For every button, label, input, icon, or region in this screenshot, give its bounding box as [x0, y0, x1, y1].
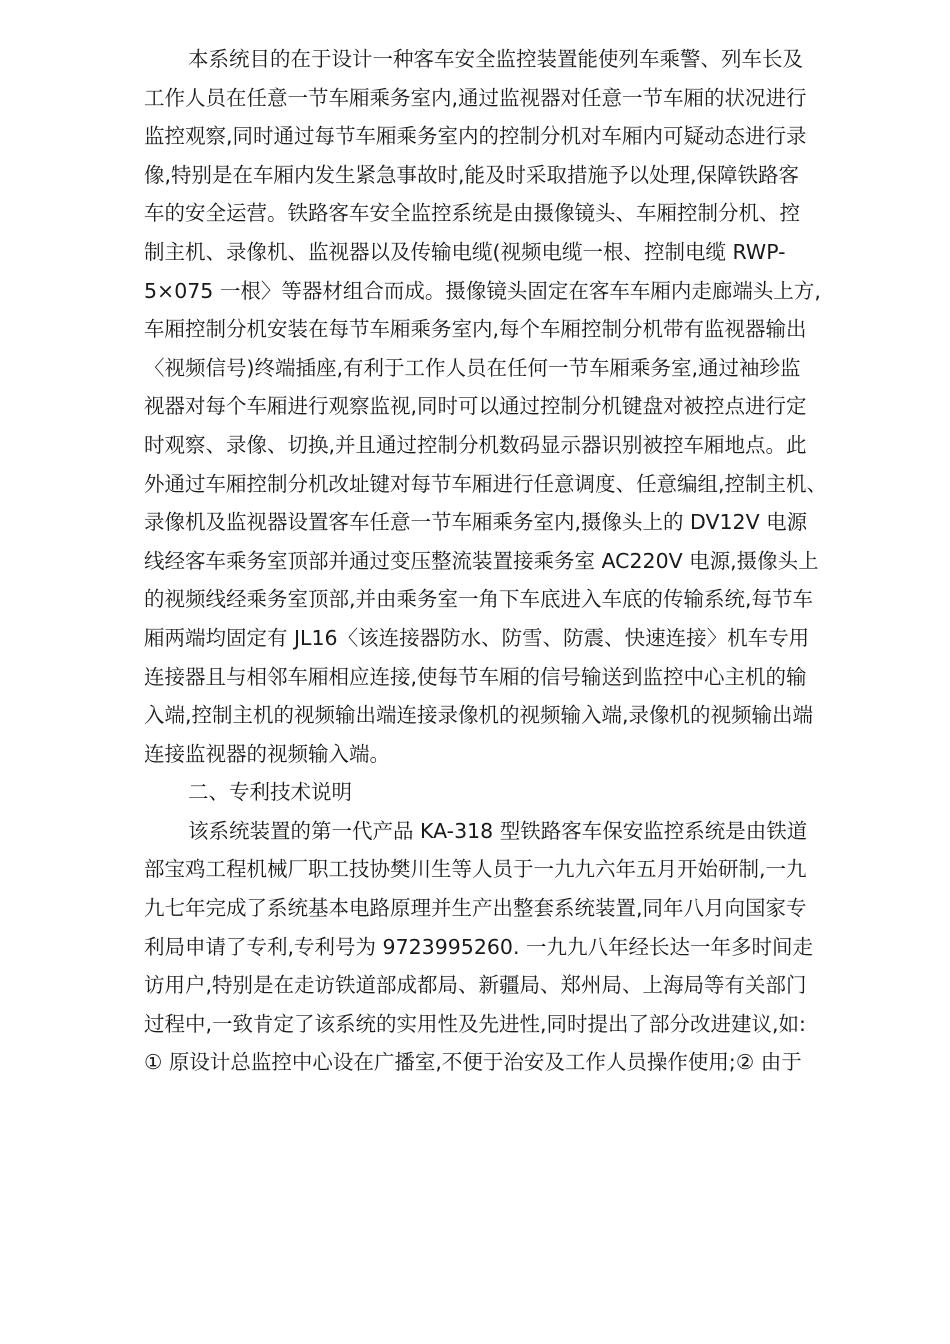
text-line: 车厢控制分机安装在每节车厢乘务室内,每个车厢控制分机带有监视器输出	[144, 317, 807, 342]
text-line: 部宝鸡工程机械厂职工技协樊川生等人员于一九九六年五月开始研制,一九	[144, 857, 807, 882]
text-line: 九七年完成了系统基本电路原理并生产出整套系统装置,同年八月向国家专	[144, 896, 807, 921]
text-line: 视器对每个车厢进行观察监视,同时可以通过控制分机键盘对被控点进行定	[144, 394, 807, 419]
text-line: 像,特别是在车厢内发生紧急事故时,能及时采取措施予以处理,保障铁路客	[144, 162, 800, 187]
text-line: 录像机及监视器设置客车任意一节车厢乘务室内,摄像头上的 DV12V 电源	[144, 510, 808, 535]
text-line: 连接监视器的视频输入端。	[144, 741, 390, 766]
text-line: 制主机、录像机、监视器以及传输电缆(视频电缆一根、控制电缆 RWP-	[144, 239, 786, 264]
text-line: 监控观察,同时通过每节车厢乘务室内的控制分机对车厢内可疑动态进行录	[144, 124, 807, 149]
document-body	[144, 40, 884, 1082]
text-line: 利局申请了专利,专利号为 9723995260. 一九九八年经长达一年多时间走	[144, 934, 813, 959]
text-line: 本系统目的在于设计一种客车安全监控装置能使列车乘警、列车长及	[188, 47, 803, 71]
text-line: 〈视频信号)终端插座,有利于工作人员在任何一节车厢乘务室,通过袖珍监	[144, 355, 801, 380]
text-line: 车的安全运营。铁路客车安全监控系统是由摄像镜头、车厢控制分机、控	[144, 201, 800, 226]
text-line: 访用户,特别是在走访铁道部成都局、新疆局、郑州局、上海局等有关部门	[144, 973, 807, 998]
text-line: 外通过车厢控制分机改址键对每节车厢进行任意调度、任意编组,控制主机、	[144, 471, 828, 496]
text-line: 厢两端均固定有 JL16〈该连接器防水、防雪、防震、快速连接〉机车专用	[144, 625, 810, 650]
text-line: 5×075 一根〉等器材组合而成。摄像镜头固定在客车车厢内走廊端头上方,	[144, 278, 821, 303]
text-line: ① 原设计总监控中心设在广播室,不便于治安及工作人员操作使用;② 由于	[144, 1050, 802, 1075]
text-line: 连接器且与相邻车厢相应连接,使每节车厢的信号输送到监控中心主机的输	[144, 664, 807, 689]
text-line: 线经客车乘务室顶部并通过变压整流装置接乘务室 AC220V 电源,摄像头上	[144, 548, 819, 573]
text-line: 过程中,一致肯定了该系统的实用性及先进性,同时提出了部分改进建议,如:	[144, 1011, 806, 1036]
text-line: 的视频线经乘务室顶部,并由乘务室一角下车底进入车底的传输系统,每节车	[144, 587, 814, 612]
text-line: 时观察、录像、切换,并且通过控制分机数码显示器识别被控车厢地点。此	[144, 432, 807, 457]
text-line: 入端,控制主机的视频输出端连接录像机的视频输入端,录像机的视频输出端	[144, 703, 814, 728]
text-line: 工作人员在任意一节车厢乘务室内,通过监视器对任意一节车厢的状况进行	[144, 85, 807, 110]
text-line: 该系统装置的第一代产品 KA-318 型铁路客车保安监控系统是由铁道	[188, 818, 808, 843]
section-heading: 二、专利技术说明	[188, 780, 352, 805]
